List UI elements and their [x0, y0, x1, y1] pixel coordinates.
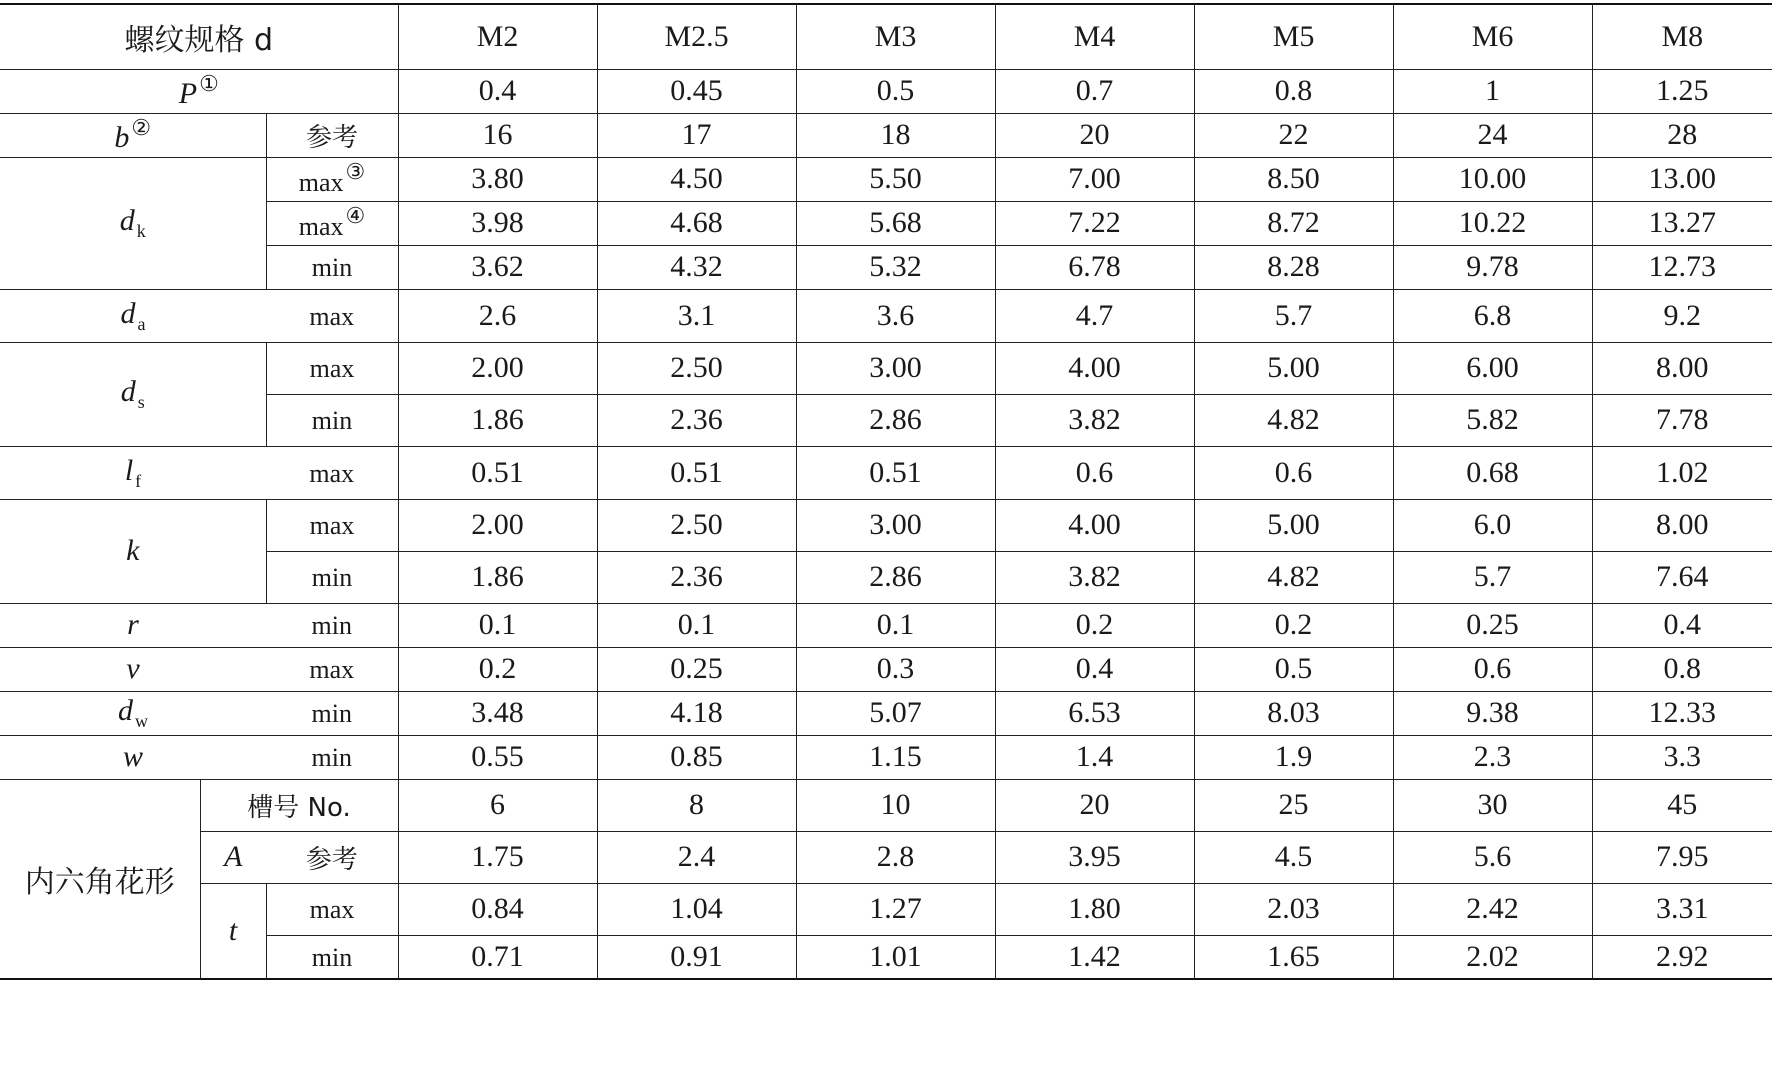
- spec-col: M4: [995, 4, 1194, 69]
- cell: 0.51: [796, 446, 995, 499]
- cell: 0.1: [796, 603, 995, 647]
- ds-qualifier: max: [266, 342, 398, 394]
- b-label: b②: [0, 113, 266, 157]
- spec-col: M6: [1393, 4, 1592, 69]
- row-dk-1: [0, 157, 1772, 201]
- cell: 6.8: [1393, 289, 1592, 342]
- cell: 3.62: [398, 245, 597, 289]
- cell: 2.00: [398, 499, 597, 551]
- cell: 8: [597, 779, 796, 831]
- cell: 4.18: [597, 691, 796, 735]
- cell: 1.02: [1592, 446, 1772, 499]
- cell: 0.25: [1393, 603, 1592, 647]
- cell: 8.00: [1592, 499, 1772, 551]
- cell: 2.03: [1194, 883, 1393, 935]
- cell: 0.1: [597, 603, 796, 647]
- cell: 1.75: [398, 831, 597, 883]
- cell: 9.38: [1393, 691, 1592, 735]
- cell: 0.45: [597, 69, 796, 113]
- cell: 5.7: [1393, 551, 1592, 603]
- cell: 2.36: [597, 394, 796, 446]
- cell: 8.50: [1194, 157, 1393, 201]
- cell: 3.31: [1592, 883, 1772, 935]
- cell: 0.7: [995, 69, 1194, 113]
- dk-qualifier: max④: [266, 201, 398, 245]
- k-label: k: [0, 499, 266, 603]
- cell: 1.15: [796, 735, 995, 779]
- v-qualifier: max: [266, 647, 398, 691]
- cell: 0.1: [398, 603, 597, 647]
- cell: 5.32: [796, 245, 995, 289]
- cell: 28: [1592, 113, 1772, 157]
- cell: 4.50: [597, 157, 796, 201]
- spec-col: M8: [1592, 4, 1772, 69]
- cell: 8.00: [1592, 342, 1772, 394]
- cell: 5.50: [796, 157, 995, 201]
- t-qualifier: max: [266, 883, 398, 935]
- r-qualifier: min: [266, 603, 398, 647]
- row-k-1: [0, 499, 1772, 551]
- cell: 5.00: [1194, 499, 1393, 551]
- da-qualifier: max: [266, 289, 398, 342]
- row-r: [0, 603, 1772, 647]
- cell: 13.27: [1592, 201, 1772, 245]
- cell: 6.00: [1393, 342, 1592, 394]
- cell: 6.0: [1393, 499, 1592, 551]
- cell: 2.86: [796, 551, 995, 603]
- cell: 0.6: [1393, 647, 1592, 691]
- cell: 24: [1393, 113, 1592, 157]
- cell: 8.28: [1194, 245, 1393, 289]
- cell: 0.2: [995, 603, 1194, 647]
- cell: 1.25: [1592, 69, 1772, 113]
- b-qualifier: 参考: [266, 113, 398, 157]
- row-slot-no: [0, 779, 1772, 831]
- cell: 0.2: [398, 647, 597, 691]
- row-t-2: [0, 935, 1772, 979]
- cell: 6: [398, 779, 597, 831]
- t-label: t: [200, 883, 266, 979]
- cell: 4.5: [1194, 831, 1393, 883]
- row-b: [0, 113, 1772, 157]
- cell: 12.33: [1592, 691, 1772, 735]
- cell: 5.82: [1393, 394, 1592, 446]
- cell: 3.98: [398, 201, 597, 245]
- ds-qualifier: min: [266, 394, 398, 446]
- cell: 18: [796, 113, 995, 157]
- cell: 0.91: [597, 935, 796, 979]
- cell: 2.42: [1393, 883, 1592, 935]
- a-qualifier: 参考: [266, 831, 398, 883]
- spec-col: M2: [398, 4, 597, 69]
- cell: 30: [1393, 779, 1592, 831]
- row-ds-2: [0, 394, 1772, 446]
- cell: 0.4: [1592, 603, 1772, 647]
- cell: 0.4: [995, 647, 1194, 691]
- cell: 10.22: [1393, 201, 1592, 245]
- cell: 1.86: [398, 394, 597, 446]
- spec-col: M2.5: [597, 4, 796, 69]
- cell: 0.84: [398, 883, 597, 935]
- cell: 0.51: [597, 446, 796, 499]
- cell: 20: [995, 779, 1194, 831]
- pitch-label: P①: [0, 69, 398, 113]
- cell: 10.00: [1393, 157, 1592, 201]
- w-label: w: [0, 735, 266, 779]
- cell: 5.68: [796, 201, 995, 245]
- cell: 5.07: [796, 691, 995, 735]
- k-qualifier: min: [266, 551, 398, 603]
- cell: 0.25: [597, 647, 796, 691]
- da-label: d $_a$: [0, 289, 266, 342]
- cell: 2.50: [597, 342, 796, 394]
- cell: 1.01: [796, 935, 995, 979]
- cell: 4.68: [597, 201, 796, 245]
- cell: 3.48: [398, 691, 597, 735]
- cell: 8.72: [1194, 201, 1393, 245]
- dk-qualifier: min: [266, 245, 398, 289]
- cell: 2.02: [1393, 935, 1592, 979]
- cell: 3.00: [796, 499, 995, 551]
- cell: 1.4: [995, 735, 1194, 779]
- cell: 10: [796, 779, 995, 831]
- cell: 0.6: [995, 446, 1194, 499]
- cell: 17: [597, 113, 796, 157]
- cell: 4.00: [995, 499, 1194, 551]
- cell: 9.78: [1393, 245, 1592, 289]
- cell: 13.00: [1592, 157, 1772, 201]
- cell: 2.4: [597, 831, 796, 883]
- cell: 7.78: [1592, 394, 1772, 446]
- cell: 2.00: [398, 342, 597, 394]
- v-label: v: [0, 647, 266, 691]
- spec-col: M3: [796, 4, 995, 69]
- r-label: r: [0, 603, 266, 647]
- cell: 1.9: [1194, 735, 1393, 779]
- cell: 0.55: [398, 735, 597, 779]
- cell: 3.00: [796, 342, 995, 394]
- cell: 1.65: [1194, 935, 1393, 979]
- cell: 1.42: [995, 935, 1194, 979]
- cell: 2.36: [597, 551, 796, 603]
- cell: 3.82: [995, 551, 1194, 603]
- cell: 3.1: [597, 289, 796, 342]
- cell: 9.2: [1592, 289, 1772, 342]
- cell: 0.51: [398, 446, 597, 499]
- cell: 0.3: [796, 647, 995, 691]
- cell: 2.86: [796, 394, 995, 446]
- cell: 1.80: [995, 883, 1194, 935]
- hexalobular-group-label: 内六角花形: [0, 779, 200, 979]
- cell: 8.03: [1194, 691, 1393, 735]
- lf-qualifier: max: [266, 446, 398, 499]
- cell: 6.78: [995, 245, 1194, 289]
- cell: 16: [398, 113, 597, 157]
- cell: 0.5: [796, 69, 995, 113]
- cell: 45: [1592, 779, 1772, 831]
- dw-label: d $_w$: [0, 691, 266, 735]
- cell: 4.82: [1194, 551, 1393, 603]
- k-qualifier: max: [266, 499, 398, 551]
- spec-col: M5: [1194, 4, 1393, 69]
- cell: 5.6: [1393, 831, 1592, 883]
- dw-qualifier: min: [266, 691, 398, 735]
- dk-qualifier: max③: [266, 157, 398, 201]
- row-dw: [0, 691, 1772, 735]
- cell: 1: [1393, 69, 1592, 113]
- row-t-1: [0, 883, 1772, 935]
- cell: 1.04: [597, 883, 796, 935]
- cell: 1.86: [398, 551, 597, 603]
- a-label: A: [200, 831, 266, 883]
- cell: 0.5: [1194, 647, 1393, 691]
- cell: 4.82: [1194, 394, 1393, 446]
- row-k-2: [0, 551, 1772, 603]
- cell: 2.3: [1393, 735, 1592, 779]
- cell: 1.27: [796, 883, 995, 935]
- cell: 0.4: [398, 69, 597, 113]
- slot-no-label: 槽号 No.: [200, 779, 398, 831]
- cell: 0.71: [398, 935, 597, 979]
- row-ds-1: [0, 342, 1772, 394]
- row-dk-2: [0, 201, 1772, 245]
- cell: 2.50: [597, 499, 796, 551]
- row-w: [0, 735, 1772, 779]
- cell: 2.6: [398, 289, 597, 342]
- cell: 2.92: [1592, 935, 1772, 979]
- cell: 5.7: [1194, 289, 1393, 342]
- cell: 4.32: [597, 245, 796, 289]
- cell: 0.8: [1194, 69, 1393, 113]
- cell: 4.7: [995, 289, 1194, 342]
- row-da: [0, 289, 1772, 342]
- thread-spec-label: 螺纹规格 d: [0, 4, 398, 69]
- cell: 25: [1194, 779, 1393, 831]
- w-qualifier: min: [266, 735, 398, 779]
- cell: 5.00: [1194, 342, 1393, 394]
- cell: 7.00: [995, 157, 1194, 201]
- cell: 3.3: [1592, 735, 1772, 779]
- row-lf: [0, 446, 1772, 499]
- cell: 0.8: [1592, 647, 1772, 691]
- ds-label: d $_s$: [0, 342, 266, 446]
- cell: 3.95: [995, 831, 1194, 883]
- row-p: [0, 69, 1772, 113]
- dk-label: d $_k$: [0, 157, 266, 289]
- cell: 3.82: [995, 394, 1194, 446]
- cell: 3.80: [398, 157, 597, 201]
- spec-table: [0, 3, 1772, 980]
- row-v: [0, 647, 1772, 691]
- cell: 2.8: [796, 831, 995, 883]
- cell: 20: [995, 113, 1194, 157]
- cell: 7.22: [995, 201, 1194, 245]
- cell: 7.64: [1592, 551, 1772, 603]
- cell: 0.2: [1194, 603, 1393, 647]
- cell: 4.00: [995, 342, 1194, 394]
- cell: 22: [1194, 113, 1393, 157]
- t-qualifier: min: [266, 935, 398, 979]
- cell: 0.68: [1393, 446, 1592, 499]
- cell: 3.6: [796, 289, 995, 342]
- cell: 6.53: [995, 691, 1194, 735]
- cell: 0.85: [597, 735, 796, 779]
- cell: 0.6: [1194, 446, 1393, 499]
- cell: 12.73: [1592, 245, 1772, 289]
- header-row: [0, 4, 1772, 69]
- lf-label: l $_f$: [0, 446, 266, 499]
- row-a: [0, 831, 1772, 883]
- row-dk-3: [0, 245, 1772, 289]
- cell: 7.95: [1592, 831, 1772, 883]
